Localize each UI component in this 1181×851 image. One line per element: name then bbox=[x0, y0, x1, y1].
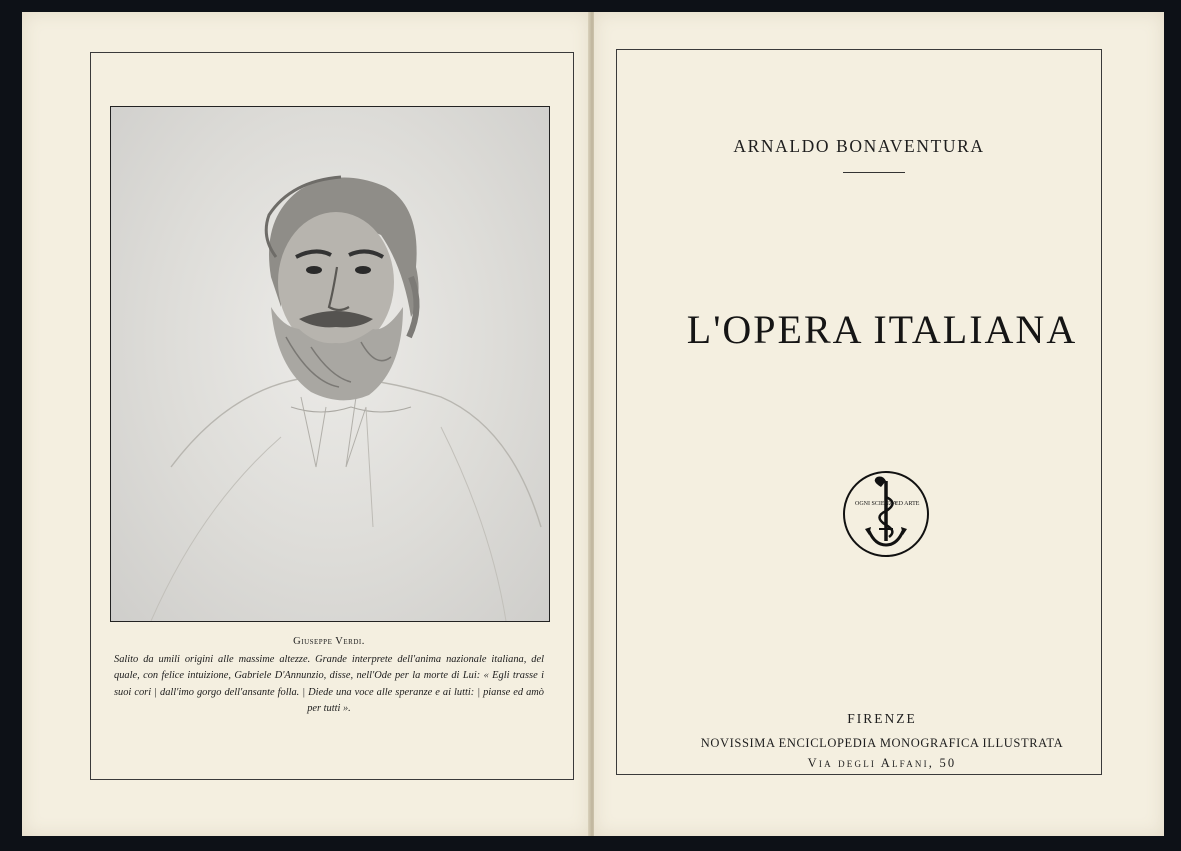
author-name: ARNALDO BONAVENTURA bbox=[733, 136, 985, 156]
verdi-portrait bbox=[110, 106, 550, 622]
anchor-emblem-icon bbox=[841, 469, 931, 559]
publication-place: FIRENZE bbox=[847, 711, 917, 726]
right-page bbox=[594, 12, 1164, 836]
publisher-name: NOVISSIMA ENCICLOPEDIA MONOGRAFICA ILLUSTRATA bbox=[700, 736, 1064, 750]
book-title: L'OPERA ITALIANA bbox=[686, 307, 1078, 352]
author-rule bbox=[843, 172, 905, 173]
emblem-text-left: OGNI SCIENZA bbox=[855, 501, 897, 507]
caption-text: Salito da umili origini alle massime altezze. Grande interprete dell'anima nazionale italiana, del quale, con felice intuizione, Gabriele D'Annunzio, disse, nell'Ode per la morte di Lui: « Egli trasse i suoi cori | dall'imo gorgo dell'ansante folla. | Diede una voce alle speranze e ai lutti: | pianse ed amò per tutti ». bbox=[114, 654, 544, 715]
portrait-caption bbox=[114, 636, 544, 718]
publisher-address: Via degli Alfani, 50 bbox=[807, 756, 957, 770]
emblem-text-right: ED ARTE bbox=[895, 501, 920, 507]
left-page bbox=[22, 12, 590, 836]
right-page-border bbox=[616, 49, 1102, 775]
portrait-image bbox=[111, 107, 549, 621]
caption-name: Giuseppe Verdi. bbox=[293, 636, 365, 647]
